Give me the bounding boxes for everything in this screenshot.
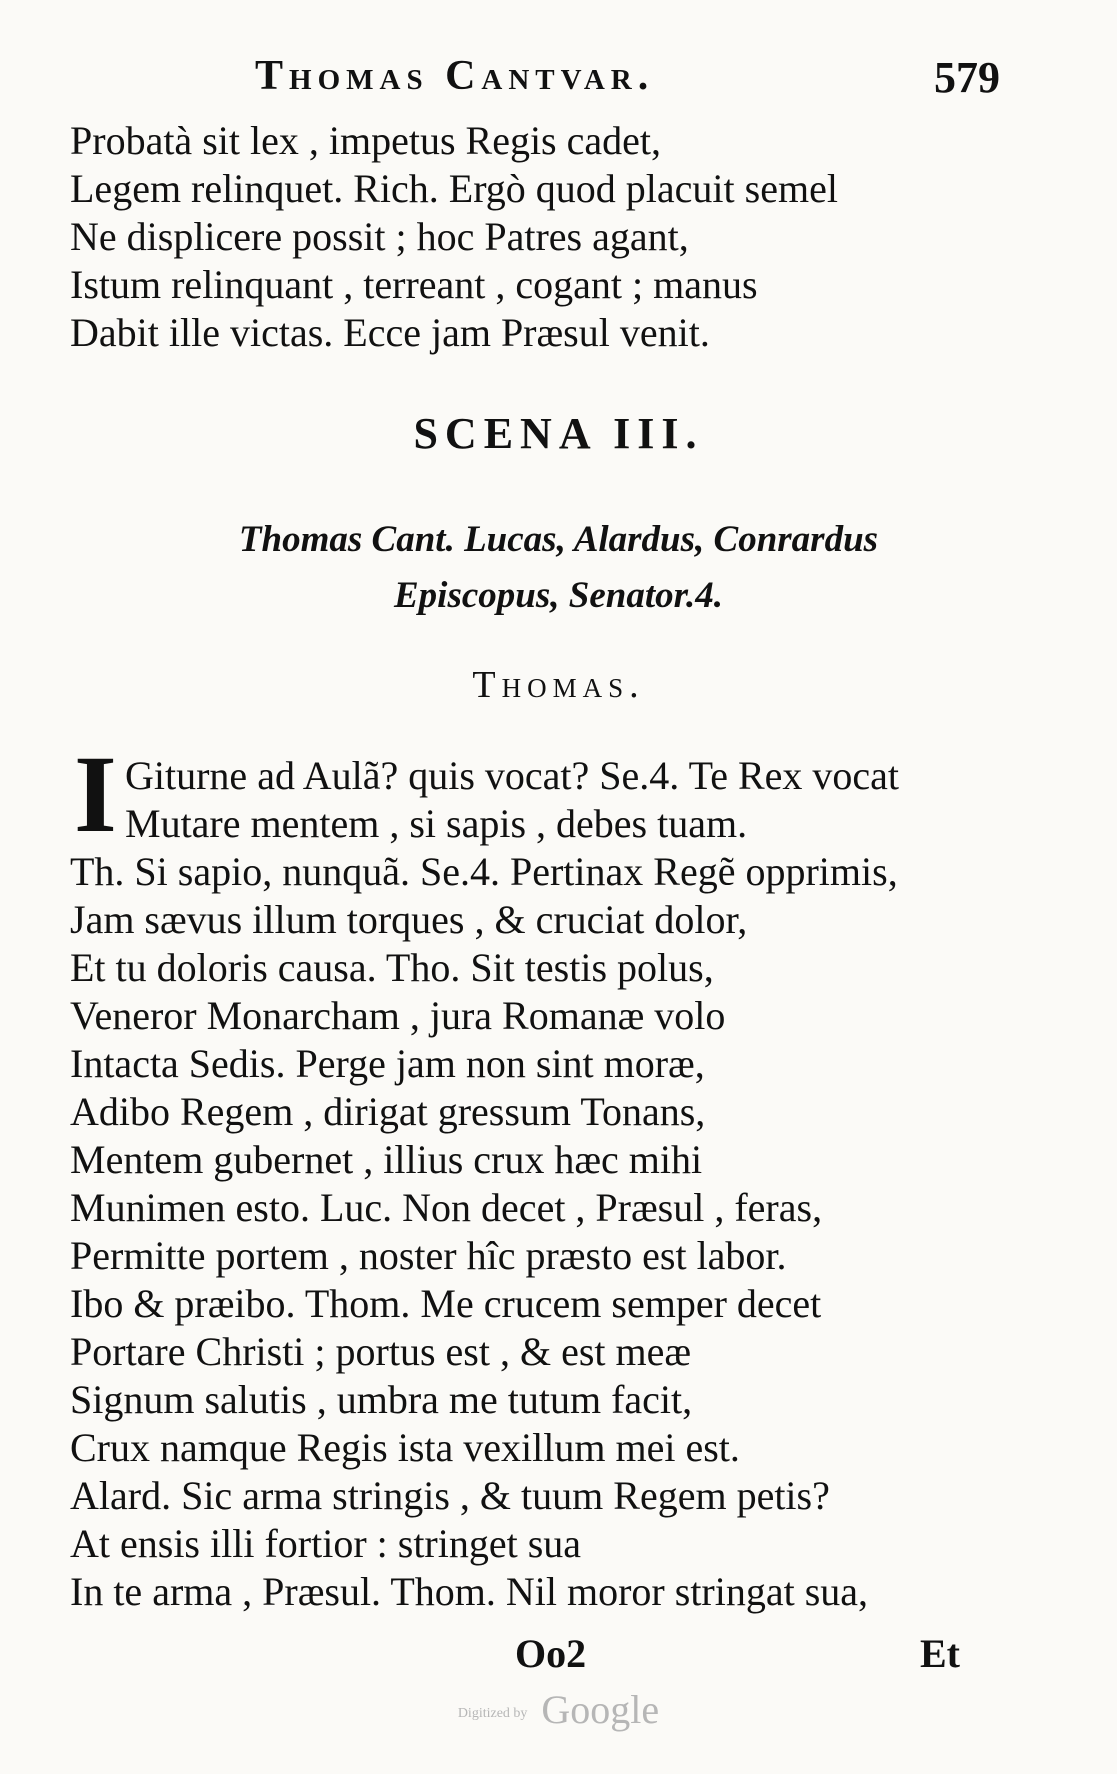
page-number: 579 <box>934 53 1000 102</box>
verse-block-2 <box>70 752 899 1616</box>
verse-line: Giturne ad Aulã? quis vocat? Se.4. Te Rex vocat <box>125 753 900 798</box>
verse-line: Adibo Regem , dirigat gressum Tonans, <box>70 1089 706 1134</box>
verse-line: Ne displicere possit ; hoc Patres agant, <box>70 214 689 259</box>
watermark-brand: Google <box>541 1687 660 1732</box>
google-watermark <box>0 1686 1117 1733</box>
verse-line: Ibo & præibo. Thom. Me crucem semper decet <box>70 1281 822 1326</box>
verse-line: Munimen esto. Luc. Non decet , Præsul , feras, <box>70 1185 823 1230</box>
page-header <box>70 52 1000 108</box>
verse-line: Th. Si sapio, nunquã. Se.4. Pertinax Regẽ opprimis, <box>70 849 898 894</box>
verse-line: Mutare mentem , si sapis , debes tuam. <box>125 801 748 846</box>
verse-line: Dabit ille victas. Ecce jam Præsul venit. <box>70 310 710 355</box>
verse-line: Intacta Sedis. Perge jam non sint moræ, <box>70 1041 705 1086</box>
verse-line: Probatà sit lex , impetus Regis cadet, <box>70 118 661 163</box>
verse-line: Crux namque Regis ista vexillum mei est. <box>70 1425 740 1470</box>
drop-capital: I <box>74 733 117 855</box>
speaker-heading: Thomas. <box>472 664 645 706</box>
verse-line: Jam sævus illum torques , & cruciat dolor, <box>70 897 748 942</box>
dramatis-personae <box>0 512 1117 624</box>
persons-line-1: Thomas Cant. Lucas, Alardus, Conrardus <box>238 519 879 560</box>
verse-line: Permitte portem , noster hîc præsto est labor. <box>70 1233 787 1278</box>
verse-block-1 <box>70 117 838 357</box>
persons-line-2: Episcopus, Senator.4. <box>394 575 723 616</box>
running-title: Thomas Cantvar. <box>255 53 655 99</box>
verse-line: Signum salutis , umbra me tutum facit, <box>70 1377 693 1422</box>
verse-line: Alard. Sic arma stringis , & tuum Regem petis? <box>70 1473 830 1518</box>
verse-line: Veneror Monarcham , jura Romanæ volo <box>70 993 726 1038</box>
scene-title: SCENA III. <box>413 409 704 458</box>
catchword: Et <box>920 1631 960 1676</box>
verse-line: Legem relinquet. Rich. Ergò quod placuit semel <box>70 166 838 211</box>
verse-line: In te arma , Præsul. Thom. Nil moror stringat sua, <box>70 1569 869 1614</box>
verse-line: Portare Christi ; portus est , & est meæ <box>70 1329 692 1374</box>
signature-mark: Oo2 <box>515 1631 587 1676</box>
verse-line: Et tu doloris causa. Tho. Sit testis polus, <box>70 945 714 990</box>
verse-line: At ensis illi fortior : stringet sua <box>70 1521 582 1566</box>
verse-line: Istum relinquant , terreant , cogant ; manus <box>70 262 758 307</box>
verse-line: Mentem gubernet , illius crux hæc mihi <box>70 1137 703 1182</box>
watermark-prefix: Digitized by <box>457 1705 528 1721</box>
